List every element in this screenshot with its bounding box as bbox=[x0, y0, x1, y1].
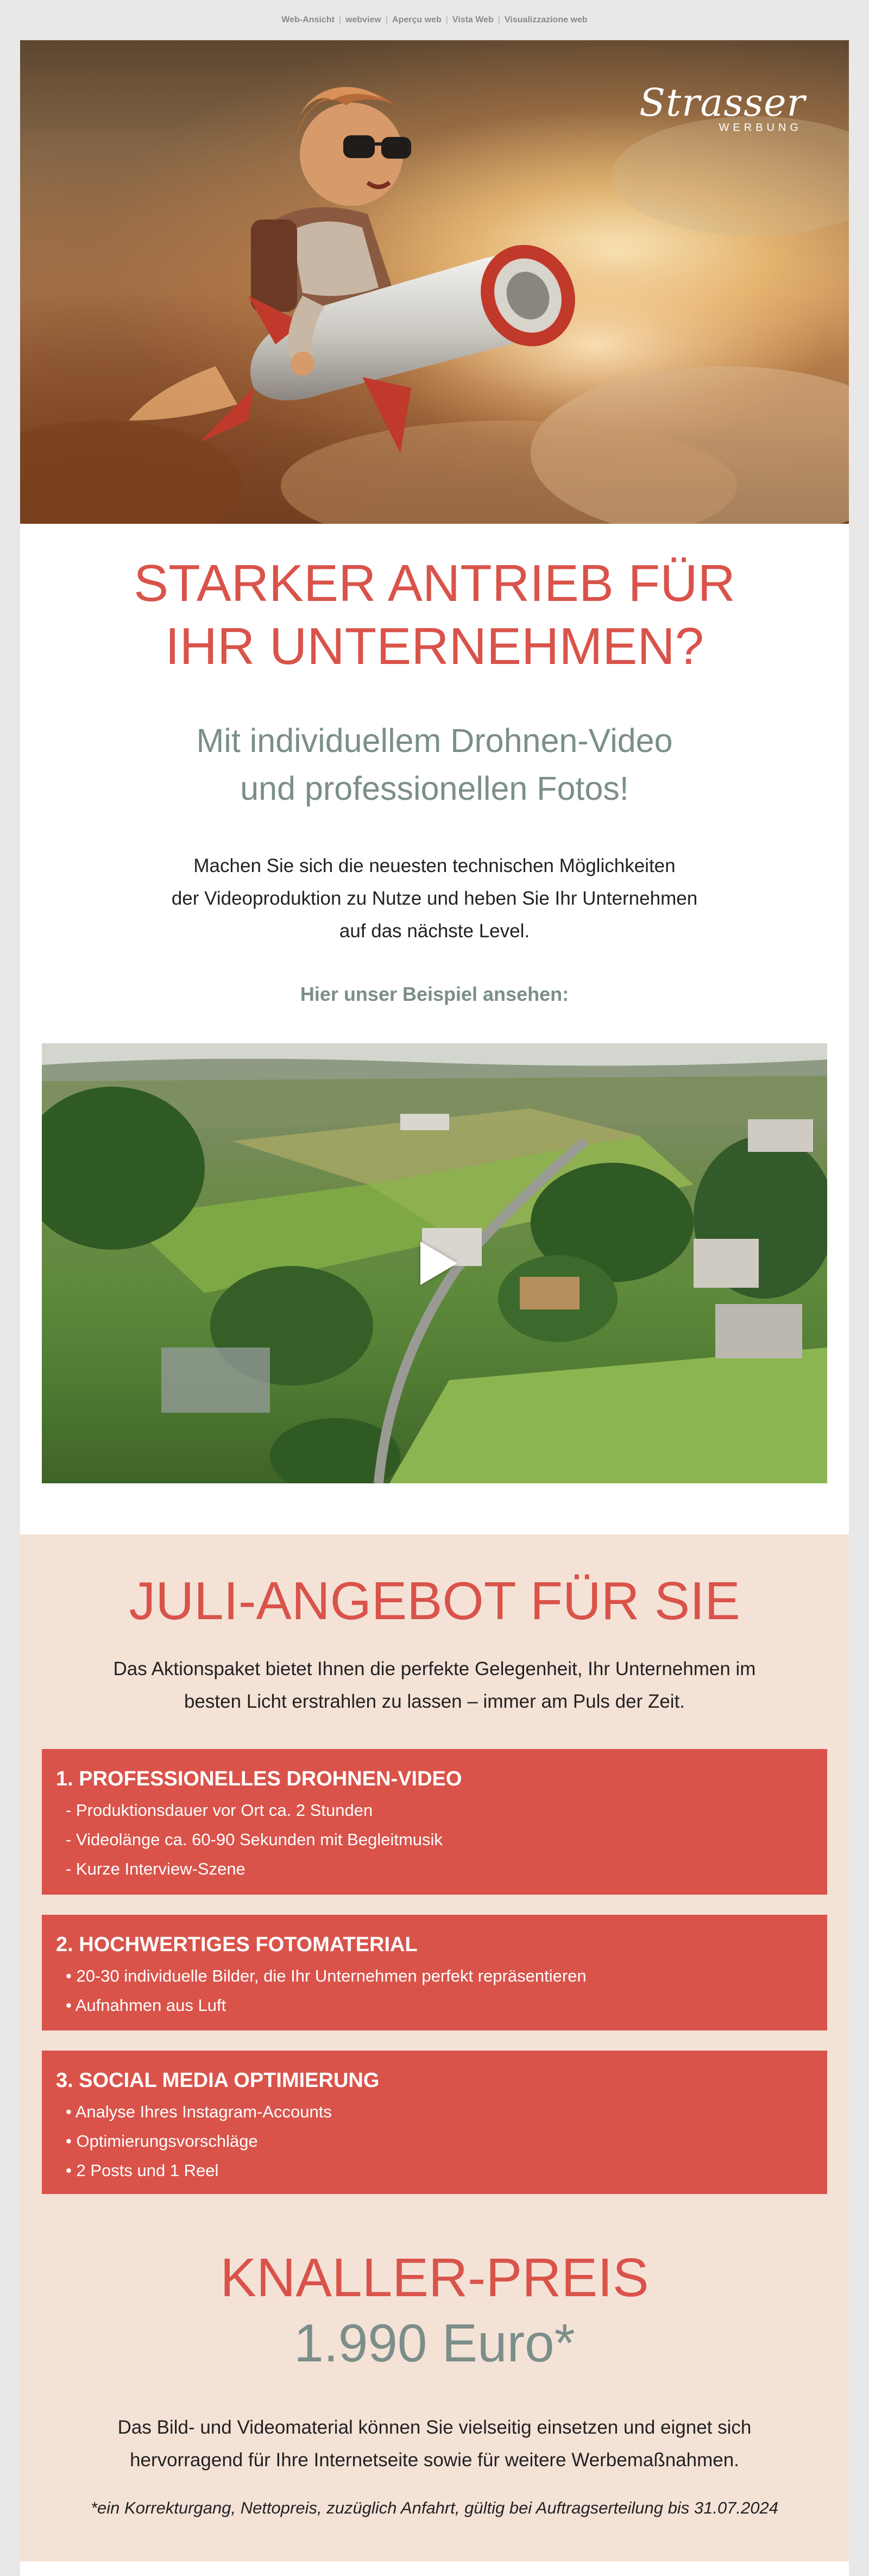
separator: | bbox=[385, 15, 388, 24]
headline-line: STARKER ANTRIEB FÜR bbox=[134, 554, 735, 612]
card-item: • 2 Posts und 1 Reel bbox=[66, 2161, 219, 2180]
subheadline-line: Mit individuellem Drohnen-Video bbox=[196, 722, 673, 759]
webview-link-fr[interactable]: Aperçu web bbox=[392, 15, 442, 24]
price-footnote: *ein Korrekturgang, Nettopreis, zuzüglich Anfahrt, gültig bei Auftragserteilung bis 31.07.2024 bbox=[90, 2498, 779, 2517]
headline-line: IHR UNTERNEHMEN? bbox=[165, 617, 704, 675]
headline bbox=[20, 552, 849, 678]
subheadline bbox=[20, 717, 849, 812]
webview-link-en[interactable]: webview bbox=[345, 15, 381, 24]
logo-script: Strasser bbox=[639, 80, 805, 125]
cloud bbox=[612, 116, 849, 236]
price-text-line: hervorragend für Ihre Internetseite sowie für weitere Werbemaßnahmen. bbox=[130, 2449, 739, 2471]
webview-link-de[interactable]: Web-Ansicht bbox=[281, 15, 335, 24]
webview-link-it[interactable]: Visualizzazione web bbox=[504, 15, 588, 24]
backpack bbox=[251, 220, 297, 312]
webview-bar bbox=[0, 0, 869, 40]
offer-intro-line: Das Aktionspaket bietet Ihnen die perfekte Gelegenheit, Ihr Unternehmen im bbox=[113, 1658, 756, 1679]
card-item: • Optimierungsvorschläge bbox=[66, 2132, 258, 2151]
strasser-logo[interactable] bbox=[639, 80, 805, 134]
price-title: KNALLER-PREIS bbox=[220, 2247, 649, 2308]
offer-title: JULI-ANGEBOT FÜR SIE bbox=[129, 1571, 740, 1631]
card-item: - Produktionsdauer vor Ort ca. 2 Stunden bbox=[66, 1801, 373, 1820]
subheadline-line: und professionellen Fotos! bbox=[240, 770, 629, 807]
drone-video-thumbnail[interactable] bbox=[42, 1043, 827, 1483]
card-item: • Analyse Ihres Instagram-Accounts bbox=[66, 2102, 332, 2121]
offer-section bbox=[20, 1534, 849, 2561]
body-line: auf das nächste Level. bbox=[339, 920, 530, 942]
card-title: 2. HOCHWERTIGES FOTOMATERIAL bbox=[56, 1933, 418, 1956]
intro-section bbox=[20, 524, 849, 1534]
card-item: • 20-30 individuelle Bilder, die Ihr Unternehmen perfekt repräsentieren bbox=[66, 1966, 587, 1985]
logo-subtitle: WERBUNG bbox=[719, 122, 802, 134]
webview-link-es[interactable]: Vista Web bbox=[452, 15, 494, 24]
card-title: 1. PROFESSIONELLES DROHNEN-VIDEO bbox=[56, 1768, 462, 1790]
price-text-line: Das Bild- und Videomaterial können Sie vielseitig einsetzen und eignet sich bbox=[117, 2417, 752, 2438]
separator: | bbox=[338, 15, 342, 24]
offer-card-photos bbox=[42, 1915, 827, 2030]
price-description bbox=[20, 2411, 849, 2477]
separator: | bbox=[445, 15, 448, 24]
card-title: 3. SOCIAL MEDIA OPTIMIERUNG bbox=[56, 2069, 380, 2092]
separator: | bbox=[498, 15, 500, 24]
offer-card-social-media bbox=[42, 2051, 827, 2194]
play-icon[interactable] bbox=[420, 1242, 457, 1285]
offer-intro-line: besten Licht erstrahlen zu lassen – immer am Puls der Zeit. bbox=[184, 1691, 685, 1712]
example-link[interactable]: Hier unser Beispiel ansehen: bbox=[300, 983, 569, 1005]
price-value: 1.990 Euro* bbox=[294, 2313, 575, 2373]
footer-strip bbox=[20, 2561, 849, 2576]
offer-intro bbox=[20, 1653, 849, 1718]
body-line: der Videoproduktion zu Nutze und heben Sie Ihr Unternehmen bbox=[171, 888, 698, 909]
sunglasses bbox=[343, 135, 375, 158]
card-item: • Aufnahmen aus Luft bbox=[66, 1996, 226, 2015]
intro-body-text bbox=[20, 850, 849, 948]
card-item: - Videolänge ca. 60-90 Sekunden mit Begleitmusik bbox=[66, 1830, 443, 1849]
hero-image bbox=[20, 40, 849, 524]
body-line: Machen Sie sich die neuesten technischen Möglichkeiten bbox=[193, 855, 676, 876]
offer-card-drone-video bbox=[42, 1749, 827, 1895]
card-item: - Kurze Interview-Szene bbox=[66, 1859, 245, 1878]
